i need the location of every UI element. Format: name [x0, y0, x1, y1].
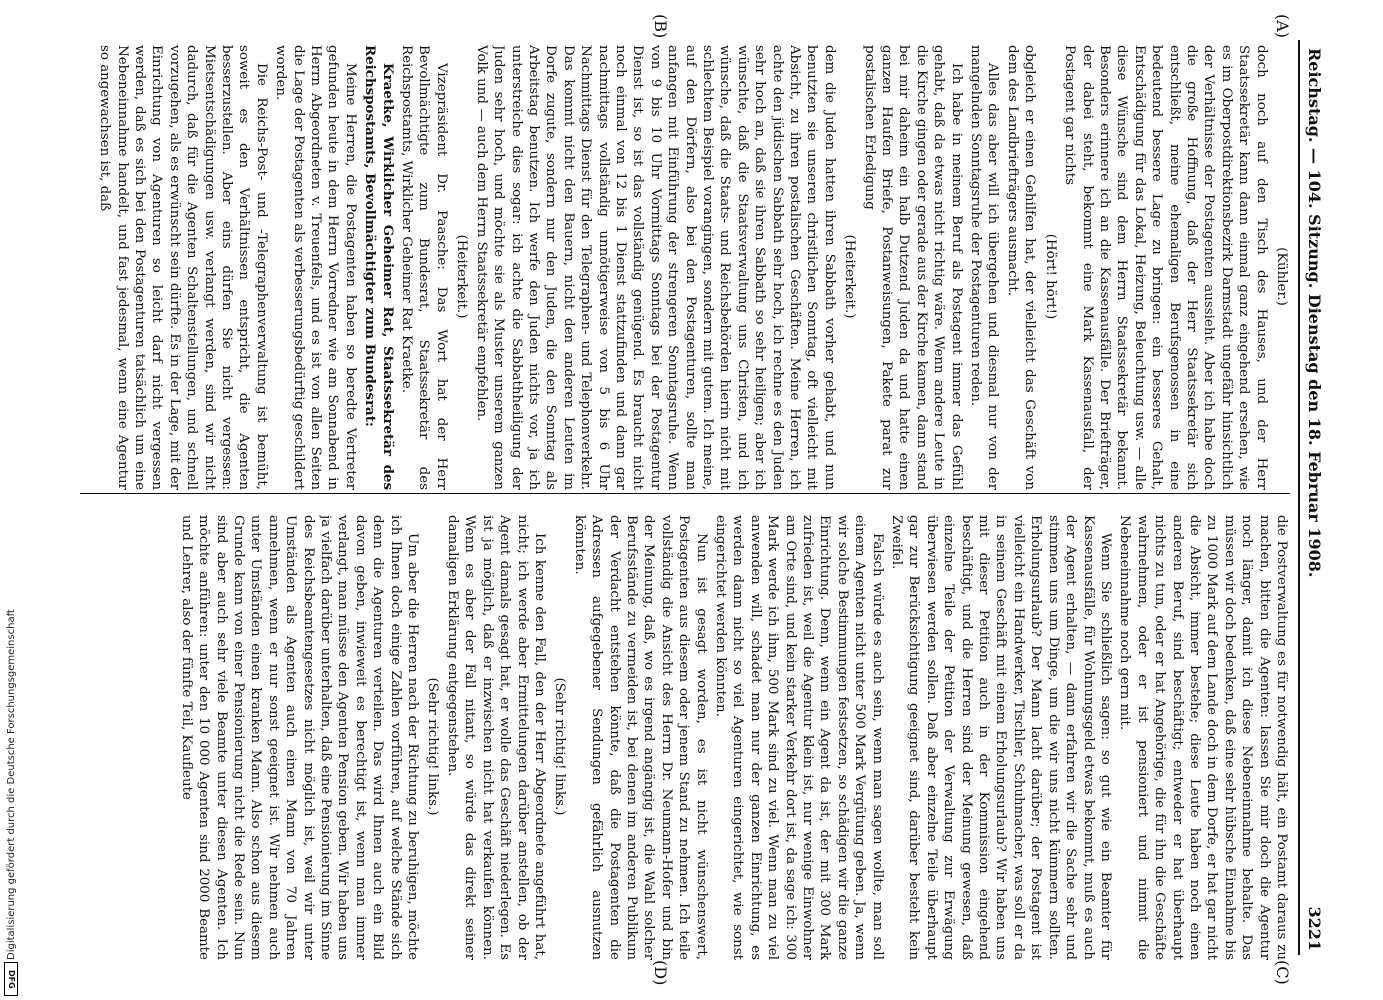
interjection: (Sehr richtig! links.): [425, 677, 441, 816]
paragraph: Wenn Sie schließlich sagen: so gut wie ein Beamter für Kassenausfälle, für Wohnungsgeld etwas bekommt, muß es auch der Agent erhalten, — dann erfahren wir die Sache sehr und stimmen uns um Dinge, um die wir uns nicht kümmern sollten. Erholungsurlaub? Der Mann lacht darüber; der Postagent ist vielleicht ein Handwerker, Tischler, Schuhmacher, was soll er da in seinem Geschäft mit einem Erholungsurlaub? Wir haben uns mit dieser Petition auch in der Kommission eingehend beschäftigt, und die Herren sind der Meinung gewesen, daß einzelne Teile der Petition der Verwaltung zur Erwägung überwiesen werden sollen. Daß aber einzelne Teile überhaupt gar zur Berücksichtigung geeignet sind, darüber besteht kein Zweifel.: [889, 515, 1113, 960]
speaker-intro: Kraetke, Wirklicher Geheimer Rat, Staatssekretär des Reichspostamts, Bevollmächtigter zum Bundesrat:: [362, 45, 396, 490]
paragraph: dem die Juden hatten ihren Sabbath vorher gehabt, und nun benutzten sie unseren christlichen Sonntag, oft vielleicht mit Absicht, zu ihren postalischen Geschäften. Meine Herren, ich achte den jüdischen Sabbath sehr hoch, ich rechne es den Juden sehr hoch an, daß sie ihren Sabbath so sehr heiligen; aber ich wünschte, daß die Staatsverwaltung uns Christen, und ich wünsche, daß die Staats- und Reichsbehörden hierin nicht mit schlechtem Beispiel vorangingen, sondern mit gutem. Ich meine, auf den Dörfern, also bei den Postagenturen, sollte man anfangen mit Einführung der strengeren Sonntagsruhe. Wenn von 9 bis 10 Uhr Vormittags Sonntags bei der Postagentur Dienst ist, so ist das vollständig genügend. Es braucht nicht noch einmal von 12 bis 1 Dienst stattzufinden und dann gar nachmittags vollständig unnötigerweise von 5 bis 6 Uhr Nachmittags Dienst für den Telegraphen- und Telephonverkehr. Das kommt nicht den Bauern, nicht den anderen Leuten im Dorfe zugute, sondern nur den Juden, die den Sonntag als Arbeitstag benutzen. Ich werfe den Juden nichts vor, ja ich unterstreiche dies sogar: ich achte die Sabbathheiligung der Juden sehr hoch, und möchte sie als Muster unserem ganzen Volk und — auch dem Herrn Staatssekretär empfehlen.: [473, 45, 837, 490]
paragraph: Um aber die Herren nach der Richtung zu beruhigen, möchte ich Ihnen doch einige Zahlen vorführen, auf welche Stände sich denn die Agenturen verteilen. Das wird Ihnen auch ein Bild davon geben, inwieweit es berechtigt ist, wenn man immer verlangt, man müsse den Agenten Pension geben. Wir haben uns ja vielfach darüber unterhalten, daß eine Pensionierung im Sinne des Reichsbeamtengesetzes nicht möglich ist, weil wir unter Umständen als Agenten auch einen Mann von 70 Jahren annehmen, wenn er nur sonst geeignet ist. Wir nehmen auch unter Umständen einen kranken Mann. Also schon aus diesem Grunde kann von einer Pensionierung nicht die Rede sein. Nun sind aber auch sehr viele Beamte unter diesen Agenten. Ich möchte anführen: unter den 10 000 Agenten sind 2000 Beamte und Lehrer, also der fünfte Teil, Kaufleute: [178, 515, 421, 960]
speaker-name: (Kühler.): [1274, 247, 1289, 306]
paragraph: Meine Herren, die Postagenten haben so beredte Vertreter gefunden heute in dem Herrn Vorredner wie am Sonnabend in Herrn Abgeordneten v. Treuenfels, und es ist von allen Seiten die Lage der Postagenten als verbesserungsbedürftig geschildert worden.: [273, 45, 358, 490]
header-title: Reichstag. — 104. Sitzung. Dienstag den 18. Februar 1908.: [1305, 48, 1325, 578]
margin-mark-d: (D): [651, 960, 670, 986]
interjection: (Hört! hört!): [1042, 233, 1058, 320]
margin-mark-c: (C): [1273, 960, 1292, 985]
column-divider: [80, 493, 1290, 494]
paragraph: die Postverwaltung es für notwendig hält, ein Postamt daraus zu machen, bitten die Agenten: lassen Sie mir doch die Agentur noch länger, damit ich diese Nebeneinnahme behalte. Das müssen wir doch bedenken, daß eine sehr hübsche Einnahme bis zu 1000 Mark auf dem Lande doch in dem Dorfe, er hat gar nicht die Absicht, immer bestehe; diese Leute haben noch einen anderen Beruf, sind beschäftigt; entweder er hat überhaupt nichts zu tun, oder er hat Angehörige, die für ihn die Geschäfte wahrnehmen, oder er ist pensioniert und nimmt die Nebeneinnahme noch gern mit.: [1117, 515, 1289, 960]
paragraph: Alles das aber will ich übergehen und diesmal nur von der mangelnden Sonntagsruhe der Postagenturen reden.: [968, 45, 1001, 490]
page-number: 3221: [1305, 906, 1325, 951]
interjection: (Sehr richtig! links.): [552, 677, 568, 816]
margin-mark-b: (B): [651, 14, 670, 39]
right-column: [90, 515, 1290, 960]
dfg-logo: DFG: [4, 962, 18, 996]
digitization-attribution: Digitalisierung gefördert durch die Deutsche Forschungsgemeinschaft: [6, 609, 17, 960]
running-header: [1298, 40, 1330, 955]
paragraph: obgleich er einen Gehilfen hat, der vielleicht das Geschäft von dem des Landbriefträgers ausmacht.: [1004, 45, 1038, 490]
paragraph: Falsch würde es auch sein, wenn man sagen wollte, man soll einem Agenten nicht unter 500 Mark Vergütung geben. Ja, wenn wir solche Bestimmungen festsetzen, so schädigen wir die ganze Einrichtung. Denn, wenn ein Agent da ist, der mit 300 Mark zufrieden ist, weil die Agentur klein ist, nur wenige Einwohner am Orte sind, und kein starker Verkehr dort ist, da sage ich: 300 Mark werde ich ihm, 500 Mark sind zu viel. Wenn man zu viel anwenden will, schadet man nur der ganzen Einrichtung, es werden dann nicht so viel Agenturen eingerichtet, wie sonst eingerichtet werden könnten.: [713, 515, 885, 960]
paragraph: Ich habe in meinem Beruf als Postagent immer das Gefühl gehabt, daß da etwas nicht richtig wäre. Wenn andere Leute in die Kirche gingen oder gerade aus der Kirche kamen, dann stand bei mir daheim ein halb Dutzend Juden da und hatte einen ganzen Haufen Briefe, Postanweisungen, Pakete parat zur postalischen Erledigung: [861, 45, 964, 490]
interjection: (Heiterkeit.): [454, 234, 470, 319]
paragraph: doch noch auf den Tisch des Hauses, und der Herr Staatssekretär kann dann einmal ganz eingehend ersehen, wie es im Oberpostdirektionsbezirk Darmstadt ungefähr hinsichtlich der Verhältnisse der Postagenten aussieht. Aber ich habe doch die große Hoffnung, daß der Herr Staatssekretär sich entschließt, meine ehemaligen Berufsgenossen in eine bedeutend bessere Lage zu bringen: ein besseres Gehalt, Entschädigung für das Lokal, Heizung, Beleuchtung usw. — alle diese Wünsche sind dem Herrn Staatssekretär bekannt. Besonders erinnere ich an die Kassenausfälle. Der Briefträger, der dabei steht, bekommt eine Mark Kassenausfall, der Postagent gar nichts: [1062, 45, 1269, 490]
paragraph: Die Reichs-Post- und -Telegraphenverwaltung ist bemüht, soweit es den Verhältnissen entspricht, die Agenten besserzustellen. Aber eins dürfen Sie nicht vergessen: Mietsentschädigungen usw. verlangt werden, sind wir nicht dadurch, daß für die Agenten Schaltenstellungen, und schnell vorzugehen, als es erwünscht sein dürfte. Es in der Lage, mit der Einrichtung von Agenturen so leicht darf nicht vergessen werden, daß es sich bei den Postagenturen tatsächlich um eine Nebeneinnahme handelt, und fast jedesmal, wenn eine Agentur so angewachsen ist, daß: [97, 45, 269, 490]
left-column: [90, 45, 1290, 490]
margin-mark-a: (A): [1273, 14, 1292, 39]
paragraph: Nun ist gesagt worden, es ist nicht wünschenswert, Postagenten aus diesem oder jenem Stand zu nehmen. Ich teile vollständig die Ansicht des Herrn Dr. Neumann-Hofer und bin der Meinung, daß, wo es irgend angängig ist, die Wahl solcher Berufsstände zu vermeiden ist, bei denen im anderen Publikum der Verdacht entstehen könnte, daß die Postagenten die Adressen aufgegebener Sendungen gefährlich ausnutzen könnten.: [571, 515, 709, 960]
speaker-announcement: Vizepräsident Dr. Paasche: Das Wort hat der Herr Bevollmächtigte zum Bundesrat, Staatssekretär des Reichspostamts, Wirklicher Geheimer Rat Kraetke.: [399, 45, 449, 490]
interjection: (Heiterkeit.): [842, 234, 858, 319]
paragraph: Ich kenne den Fall, den der Herr Abgeordnete angeführt hat, nicht; ich werde aber Ermittelungen darüber anstellen, ob der Agent damals gesagt hat, er wolle das Geschäft niederlegen. Es ist ja möglich, daß er inzwischen nicht hat verkaufen können. Wenn es aber der Fall nitant, so würde das direkt seiner damaligen Erklärung entgegenstehen.: [444, 515, 547, 960]
